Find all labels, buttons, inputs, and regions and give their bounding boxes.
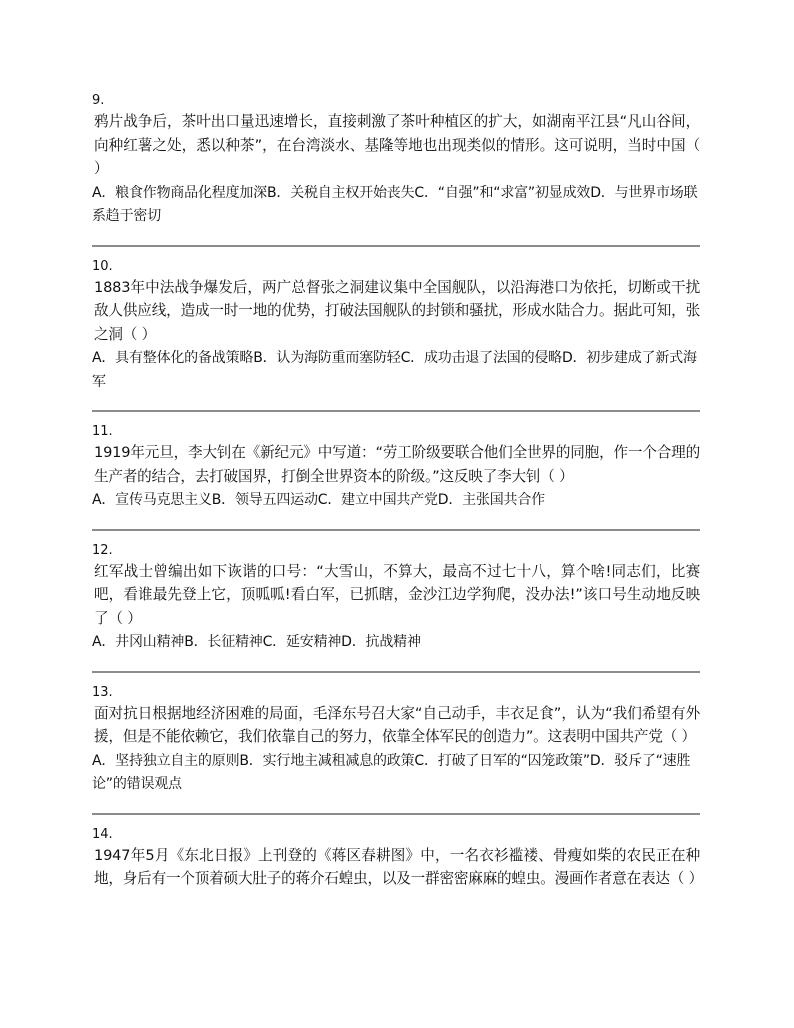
option-a[interactable]: A．坚持独立自主的原则	[92, 752, 240, 769]
question-number: 11.	[92, 424, 113, 439]
question-divider	[92, 245, 700, 247]
option-b[interactable]: B．关税自主权开始丧失	[266, 184, 415, 201]
question-stem: 红军战士曾编出如下诙谐的口号：“大雪山，不算大，最高不过七十八，算个啥!同志们，比赛吧，看谁最先登上它，顶呱呱!看白军，已抓瞎，金沙江边学狗爬，没办法!”该口号生动地反映了（ ）	[94, 562, 700, 627]
question-10	[92, 260, 700, 395]
answer-options	[92, 182, 700, 229]
question-stem: 1919年元旦，李大钊在《新纪元》中写道：“劳工阶级要联合他们全世界的同胞，作一个合理的生产者的结合，去打破国界，打倒全世界资本的阶级。”这反映了李大钊（ ）	[94, 444, 700, 485]
question-number: 10.	[92, 258, 113, 274]
question-list	[92, 93, 703, 891]
answer-options	[92, 489, 700, 513]
option-d[interactable]: D．初步建成了新式海军	[92, 350, 697, 390]
question-number: 13.	[92, 684, 113, 700]
option-b[interactable]: B．长征精神	[184, 634, 263, 650]
question-9	[92, 94, 700, 229]
option-c[interactable]: C．延安精神	[262, 634, 342, 650]
question-13	[92, 686, 700, 797]
question-11	[92, 425, 700, 513]
option-a[interactable]: A．宣传马克思主义	[92, 492, 212, 508]
answer-options	[92, 750, 700, 797]
answer-options	[92, 347, 700, 394]
option-d[interactable]: D．主张国共合作	[437, 492, 545, 508]
question-divider	[92, 813, 700, 815]
question-14	[92, 826, 703, 891]
question-divider	[92, 410, 700, 412]
question-divider	[92, 529, 700, 531]
option-b[interactable]: B．领导五四运动	[211, 492, 318, 508]
question-stem: 1947年5月《东北日报》上刊登的《蒋区春耕图》中，一名衣衫褴褛、骨瘦如柴的农民正在种地，身后有一个顶着硕大肚子的蒋介石蝗虫，以及一群密密麻麻的蝗虫。漫画作者意在表达（ ）	[94, 846, 703, 887]
question-stem: 面对抗日根据地经济困难的局面，毛泽东号召大家“自己动手，丰衣足食”，认为“我们希望有外援，但是不能依赖它，我们依靠自己的努力，依靠全体军民的创造力”。这表明中国共产党（ ）	[94, 704, 700, 745]
option-d[interactable]: D．抗战精神	[341, 634, 421, 650]
option-a[interactable]: A．井冈山精神	[92, 634, 185, 650]
question-stem: 1883年中法战争爆发后，两广总督张之洞建议集中全国舰队，以沿海港口为依托，切断或干扰敌人供应线，造成一时一地的优势，打破法国舰队的封锁和骚扰，形成水陆合力。据此可知，张之洞（ ）	[94, 278, 700, 343]
question-number: 9.	[92, 93, 105, 108]
option-d[interactable]: D．与世界市场联系趋于密切	[92, 184, 698, 224]
option-c[interactable]: C．“自强”和“求富”初显成效	[414, 184, 591, 201]
option-b[interactable]: B．实行地主减租减息的政策	[239, 752, 415, 769]
option-a[interactable]: A．粮食作物商品化程度加深	[92, 184, 267, 201]
option-a[interactable]: A．具有整体化的备战策略	[92, 350, 254, 366]
option-c[interactable]: C．打破了日军的“囚笼政策”	[414, 752, 590, 769]
question-divider	[92, 671, 700, 673]
question-12	[92, 544, 700, 655]
option-c[interactable]: C．成功击退了法国的侵略	[400, 350, 562, 366]
option-b[interactable]: B．认为海防重而塞防轻	[253, 350, 401, 366]
question-number: 12.	[92, 542, 113, 558]
option-c[interactable]: C．建立中国共产党	[317, 492, 438, 508]
question-number: 14.	[92, 826, 113, 842]
answer-options	[92, 631, 700, 655]
option-d[interactable]: D．驳斥了“速胜论”的错误观点	[92, 752, 691, 792]
question-stem: 鸦片战争后，茶叶出口量迅速增长，直接刺激了茶叶种植区的扩大，如湖南平江县“凡山谷间，向种红薯之处，悉以种茶”，在台湾淡水、基隆等地也出现类似的情形。这可说明，当时中国（ ）	[94, 113, 700, 177]
